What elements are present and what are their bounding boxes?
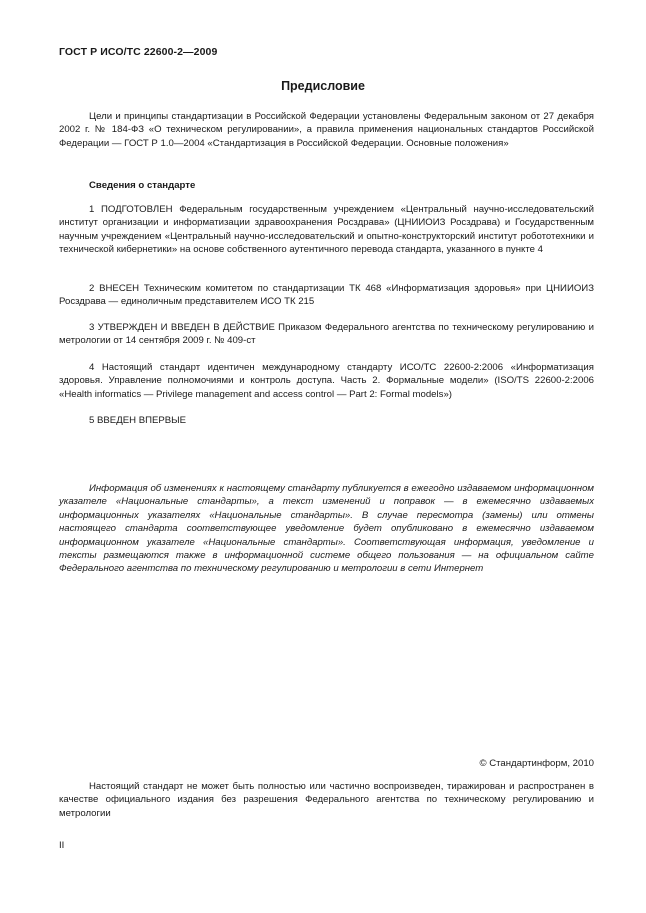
item-1-block	[59, 203, 594, 257]
intro-paragraph: Цели и принципы стандартизации в Российской Федерации установлены Федеральным законом от 27 декабря 2002 г. № 184-ФЗ «О техническом регулировании», а правила применения национальных стандартов Российской Федерации — ГОСТ Р 1.0—2004 «Стандартизация в Российской Федерации. Основные положения»	[59, 111, 594, 149]
standard-info-heading: Сведения о стандарте	[89, 180, 196, 191]
item-3-block	[59, 321, 594, 348]
list-item: 4 Настоящий стандарт идентичен международному стандарту ИСО/ТС 22600-2:2006 «Информатизация здоровья. Управление полномочиями и контроль доступа. Часть 2. Формальные модели» (ISO/TS 22600-2:2006 «Health informatics — Privilege management and access control — Part 2: Formal models»)	[59, 362, 594, 400]
reproduction-block	[59, 780, 594, 820]
standard-code-header: ГОСТ Р ИСО/ТС 22600-2—2009	[59, 46, 218, 58]
intro-paragraph-block	[59, 110, 594, 150]
page-number: II	[59, 840, 65, 851]
list-item: 2 ВНЕСЕН Техническим комитетом по стандартизации ТК 468 «Информатизация здоровья» при ЦНИИОИЗ Росздрава — единоличным представителем ИСО ТК 215	[59, 283, 594, 308]
item-4-block	[59, 361, 594, 401]
notice-block	[59, 482, 594, 576]
item-2-block	[59, 282, 594, 309]
list-item: 5 ВВЕДЕН ВПЕРВЫЕ	[89, 415, 187, 426]
reproduction-paragraph: Настоящий стандарт не может быть полностью или частично воспроизведен, тиражирован и распространен в качестве официального издания без разрешения Федерального агентства по техническому регулированию и метрологии	[59, 781, 594, 819]
list-item: 1 ПОДГОТОВЛЕН Федеральным государственным учреждением «Центральный научно-исследовательский институт организации и информатизации здравоохранения Росздрава» (ЦНИИОИЗ Росздрава) и Государственным научным учреждением «Центральный научно-исследовательский и опытно-конструкторский институт робототехники и технической кибернетики» на основе собственного аутентичного перевода стандарта, указанного в пункте 4	[59, 204, 594, 256]
page-title: Предисловие	[281, 79, 365, 93]
copyright-notice: © Стандартинформ, 2010	[479, 758, 594, 769]
item-5-block	[59, 414, 594, 427]
list-item: 3 УТВЕРЖДЕН И ВВЕДЕН В ДЕЙСТВИЕ Приказом Федерального агентства по техническому регулированию и метрологии от 14 сентября 2009 г. № 409-ст	[59, 322, 594, 347]
notice-paragraph: Информация об изменениях к настоящему стандарту публикуется в ежегодно издаваемом информационном указателе «Национальные стандарты», а текст изменений и поправок — в ежемесячно издаваемых информационных указателях «Национальные стандарты». В случае пересмотра (замены) или отмены настоящего стандарта соответствующее уведомление будет опубликовано в ежемесячно издаваемом информационном указателе «Национальные стандарты». Соответствующая информация, уведомление и тексты размещаются также в информационной системе общего пользования — на официальном сайте Федерального агентства по техническому регулированию и метрологии в сети Интернет	[59, 483, 594, 575]
